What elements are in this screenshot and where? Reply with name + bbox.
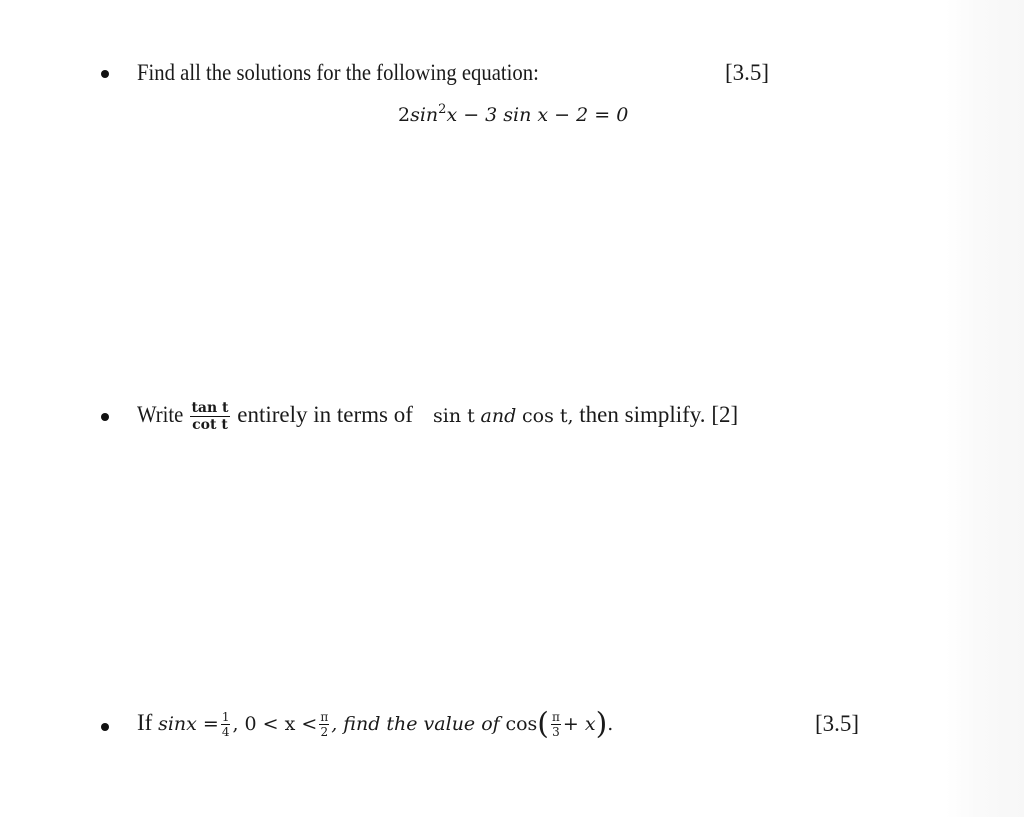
right-paren: )	[595, 706, 608, 742]
eq-coef: 2	[398, 104, 411, 126]
fraction-pi-over-2	[319, 711, 329, 738]
eq-exp: 2	[438, 102, 447, 117]
q1-marks: [3.5]	[725, 60, 770, 85]
q2-sin-t: sin t	[433, 405, 475, 427]
frac3-den: 3	[552, 725, 560, 740]
eq-sin: sin	[410, 104, 439, 126]
frac-numerator: tan t	[191, 400, 229, 417]
bullet-q3	[101, 723, 109, 731]
page-edge-shade	[946, 0, 1024, 817]
q3-plus-x: + x	[562, 713, 596, 735]
left-paren: (	[537, 706, 549, 742]
q3-cos: cos	[505, 713, 538, 735]
q3-if: If	[137, 710, 153, 735]
q2-text-mid: entirely in terms of	[237, 402, 413, 427]
bullet-q1	[101, 70, 109, 78]
q3-sinx: sinx =	[158, 713, 219, 735]
frac1-den: 4	[221, 725, 230, 740]
question-3-text	[137, 706, 614, 742]
q2-text-end: then simplify.	[579, 402, 706, 427]
frac2-num: π	[320, 710, 329, 725]
fraction-tan-over-cot	[190, 401, 229, 432]
q2-and: and	[480, 405, 517, 427]
q1-equation	[398, 100, 628, 129]
fraction-one-quarter	[221, 711, 231, 738]
frac3-num: π	[552, 710, 560, 725]
frac-denominator: cot t	[192, 417, 228, 434]
frac2-den: 2	[320, 725, 329, 740]
q3-find: , find the value of	[331, 713, 500, 735]
q2-cos-t: cos t,	[521, 405, 574, 427]
q3-cond: , 0 < x <	[232, 713, 318, 735]
question-2-text	[137, 401, 738, 432]
eq-rest: x − 3 sin x − 2 = 0	[446, 104, 629, 126]
q2-marks: [2]	[711, 402, 739, 427]
q1-text: Find all the solutions for the following equation:	[137, 60, 539, 85]
frac1-num: 1	[221, 710, 230, 725]
question-1-text	[137, 59, 539, 87]
q3-marks: [3.5]	[815, 711, 860, 736]
q3-period: .	[607, 713, 614, 735]
q2-write: Write	[137, 402, 184, 427]
bullet-q2	[101, 413, 109, 421]
fraction-pi-over-3	[551, 711, 561, 738]
